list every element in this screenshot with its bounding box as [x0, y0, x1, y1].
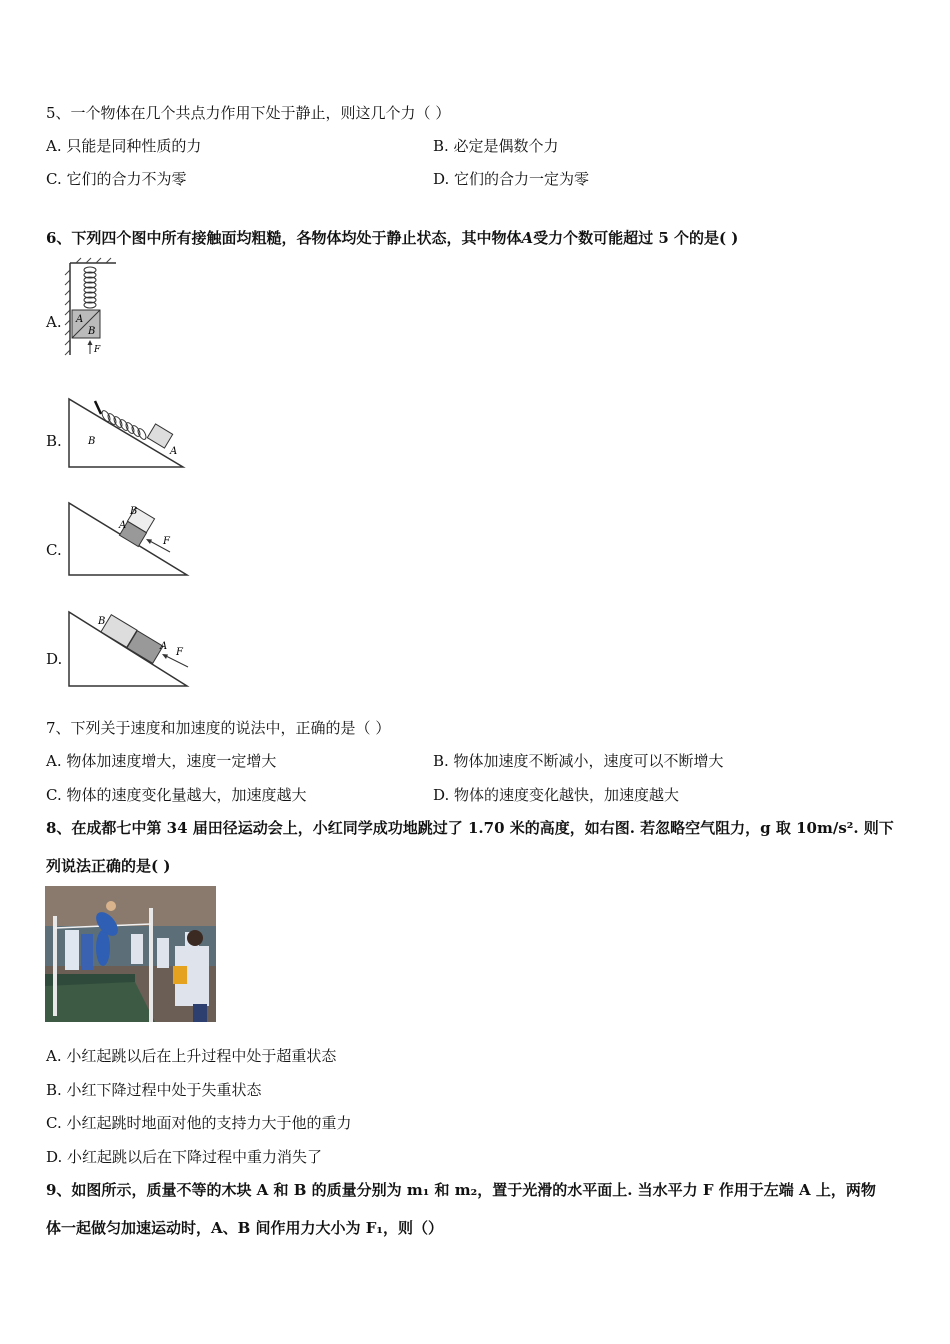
q6-fig-a-label: A.: [46, 313, 62, 331]
q7-stem: 7、下列关于速度和加速度的说法中，正确的是（ ）: [46, 719, 391, 737]
q6-stem-var: A: [521, 229, 534, 247]
q6-fig-a-force: F: [94, 345, 101, 355]
q8-option-c: C. 小红起跳时地面对他的支持力大于他的重力: [46, 1114, 352, 1132]
q6-fig-c-label: C.: [46, 541, 62, 559]
q5-option-c: C. 它们的合力不为零: [46, 170, 187, 188]
q6-fig-d-label: D.: [46, 650, 63, 668]
q5-option-d: D. 它们的合力一定为零: [433, 170, 590, 188]
q6-fig-a-block-a: A: [76, 314, 84, 325]
q6-fig-d-block-b: B: [98, 616, 106, 627]
q6-fig-b-label: B.: [46, 432, 62, 450]
q8-stem-line1: 8、在成都七中第 34 届田径运动会上，小红同学成功地跳过了 1.70 米的高度，如右图. 若忽略空气阻力，g 取 10m/s². 则下: [46, 819, 894, 837]
q9-stem-line1: 9、如图所示，质量不等的木块 A 和 B 的质量分别为 m₁ 和 m₂，置于光滑的水平面上. 当水平力 F 作用于左端 A 上，两物: [46, 1181, 876, 1199]
q9-stem-line2: 体一起做匀加速运动时，A、B 间作用力大小为 F₁，则（）: [46, 1219, 443, 1237]
q6-fig-c-force: F: [163, 536, 170, 547]
q8-stem-line2: 列说法正确的是( ): [46, 857, 171, 875]
q6-fig-c-block-a: A: [119, 520, 127, 531]
q6-fig-a-diagram: [64, 258, 124, 358]
q5-option-b: B. 必定是偶数个力: [433, 137, 559, 155]
q5-option-a: A. 只能是同种性质的力: [46, 137, 202, 155]
q7-option-d: D. 物体的速度变化越快，加速度越大: [433, 786, 680, 804]
q6-fig-b-block-b: B: [88, 436, 96, 447]
q6-fig-c-block-b: B: [130, 506, 138, 517]
q6-fig-b-diagram: [66, 396, 188, 472]
q6-fig-d-diagram: [66, 609, 192, 691]
q6-fig-c-diagram: [66, 500, 192, 580]
q6-fig-d-force: F: [176, 647, 183, 658]
q6-fig-a-block-b: B: [88, 326, 96, 337]
q6-stem: 6、下列四个图中所有接触面均粗糙，各物体均处于静止状态，其中物体A受力个数可能超过 5 个的是( ): [46, 229, 739, 247]
q7-option-a: A. 物体加速度增大，速度一定增大: [46, 752, 277, 770]
q8-option-a: A. 小红起跳以后在上升过程中处于超重状态: [46, 1047, 337, 1065]
q6-fig-b-block-a: A: [170, 446, 178, 457]
q7-option-b: B. 物体加速度不断减小，速度可以不断增大: [433, 752, 724, 770]
q8-option-b: B. 小红下降过程中处于失重状态: [46, 1081, 262, 1099]
q7-option-c: C. 物体的速度变化量越大，加速度越大: [46, 786, 307, 804]
q6-fig-d-block-a: A: [160, 641, 168, 652]
q8-option-d: D. 小红起跳以后在下降过程中重力消失了: [46, 1148, 323, 1166]
q8-high-jump-photo: [45, 886, 216, 1022]
q5-stem: 5、一个物体在几个共点力作用下处于静止，则这几个力（ ）: [46, 104, 451, 122]
